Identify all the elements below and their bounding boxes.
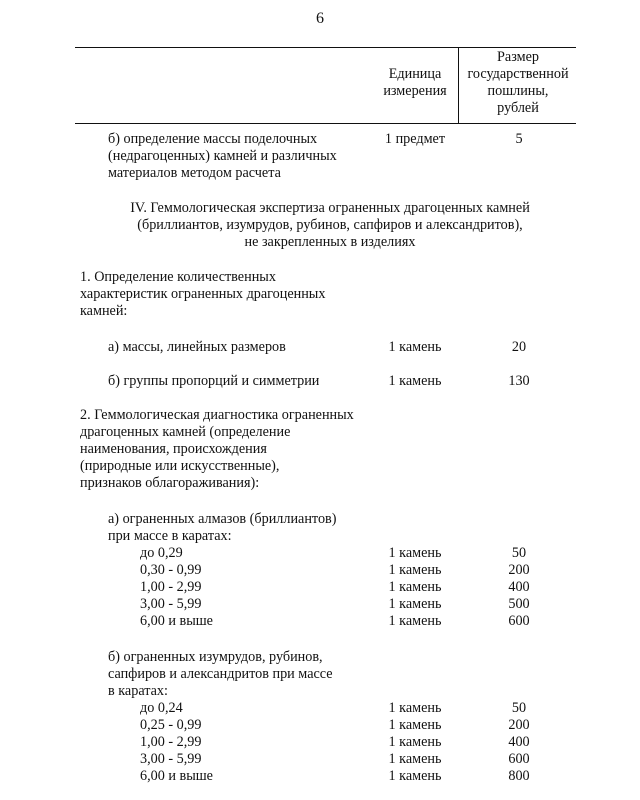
text-line: б) ограненных изумрудов, рубинов,	[108, 649, 323, 665]
heading-line: не закрепленных в изделиях	[244, 234, 416, 250]
text-line: (недрагоценных) камней и различных	[108, 148, 337, 164]
item-2b-fee: 50	[511, 700, 527, 716]
item-2b-unit: 1 камень	[388, 700, 442, 716]
item-2b-fee: 400	[508, 734, 530, 750]
item-1a-unit: 1 камень	[388, 339, 442, 355]
text-line: в каратах:	[108, 683, 168, 699]
item-2a-range: до 0,29	[140, 545, 183, 561]
column-header-unit-line: измерения	[383, 83, 447, 99]
item-2a-description	[108, 511, 336, 545]
table-header-column-divider	[458, 47, 459, 123]
item-1b-fee: 130	[508, 373, 530, 389]
item-2b-range: 3,00 - 5,99	[140, 751, 202, 767]
item-2a-range: 0,30 - 0,99	[140, 562, 202, 578]
text-line: сапфиров и александритов при массе	[108, 666, 333, 682]
item-2a-fee: 600	[508, 613, 530, 629]
item-1a-fee: 20	[511, 339, 527, 355]
table-header-bottom-rule	[75, 123, 576, 124]
item-2a-unit: 1 камень	[388, 545, 442, 561]
item-2a-fee: 400	[508, 579, 530, 595]
item-2a-fee: 50	[511, 545, 527, 561]
item-2b-unit: 1 камень	[388, 768, 442, 784]
text-line: драгоценных камней (определение	[80, 424, 291, 440]
item-2-description	[80, 407, 354, 492]
section-iv-heading	[80, 200, 580, 251]
text-line: б) определение массы поделочных	[108, 131, 318, 147]
column-header-fee	[460, 49, 576, 117]
table-header-top-rule	[75, 47, 576, 48]
item-b-mass-fee: 5	[515, 131, 523, 147]
text-line: 2. Геммологическая диагностика ограненных	[80, 407, 354, 423]
text-line: 1. Определение количественных	[80, 269, 276, 285]
item-2a-unit: 1 камень	[388, 562, 442, 578]
item-1b-unit: 1 камень	[388, 373, 442, 389]
item-2b-range: 0,25 - 0,99	[140, 717, 202, 733]
item-2b-fee: 800	[508, 768, 530, 784]
item-2a-unit: 1 камень	[388, 596, 442, 612]
text-line: при массе в каратах:	[108, 528, 232, 544]
item-1b-label: б) группы пропорций и симметрии	[108, 373, 320, 389]
heading-line: (бриллиантов, изумрудов, рубинов, сапфиров и александритов),	[137, 217, 523, 233]
column-header-fee-line: пошлины,	[487, 83, 549, 99]
text-line: (природные или искусственные),	[80, 458, 280, 474]
text-line: характеристик ограненных драгоценных	[80, 286, 326, 302]
heading-line: IV. Геммологическая экспертиза ограненных драгоценных камней	[130, 200, 530, 216]
text-line: а) ограненных алмазов (бриллиантов)	[108, 511, 337, 527]
column-header-unit	[372, 66, 458, 100]
column-header-fee-line: рублей	[497, 100, 539, 116]
item-2a-range: 1,00 - 2,99	[140, 579, 202, 595]
item-2b-range: до 0,24	[140, 700, 183, 716]
item-2b-range: 1,00 - 2,99	[140, 734, 202, 750]
item-2a-fee: 500	[508, 596, 530, 612]
item-2b-description	[108, 649, 333, 700]
item-2a-fee: 200	[508, 562, 530, 578]
text-line: камней:	[80, 303, 128, 319]
text-line: наименования, происхождения	[80, 441, 267, 457]
item-2b-fee: 600	[508, 751, 530, 767]
item-b-mass-unit: 1 предмет	[384, 131, 446, 147]
text-line: материалов методом расчета	[108, 165, 281, 181]
column-header-unit-line: Единица	[388, 66, 442, 82]
item-2b-unit: 1 камень	[388, 751, 442, 767]
item-2b-range: 6,00 и выше	[140, 768, 213, 784]
column-header-fee-line: Размер	[497, 49, 539, 65]
item-2a-unit: 1 камень	[388, 613, 442, 629]
page-number: 6	[316, 10, 324, 27]
item-2b-unit: 1 камень	[388, 734, 442, 750]
column-header-fee-line: государственной	[467, 66, 569, 82]
item-2b-fee: 200	[508, 717, 530, 733]
item-2a-range: 3,00 - 5,99	[140, 596, 202, 612]
text-line: признаков облагораживания):	[80, 475, 260, 491]
item-1-description	[80, 269, 325, 320]
item-2a-unit: 1 камень	[388, 579, 442, 595]
item-2b-unit: 1 камень	[388, 717, 442, 733]
item-b-mass-description	[108, 131, 337, 182]
item-2a-range: 6,00 и выше	[140, 613, 213, 629]
item-1a-label: а) массы, линейных размеров	[108, 339, 286, 355]
